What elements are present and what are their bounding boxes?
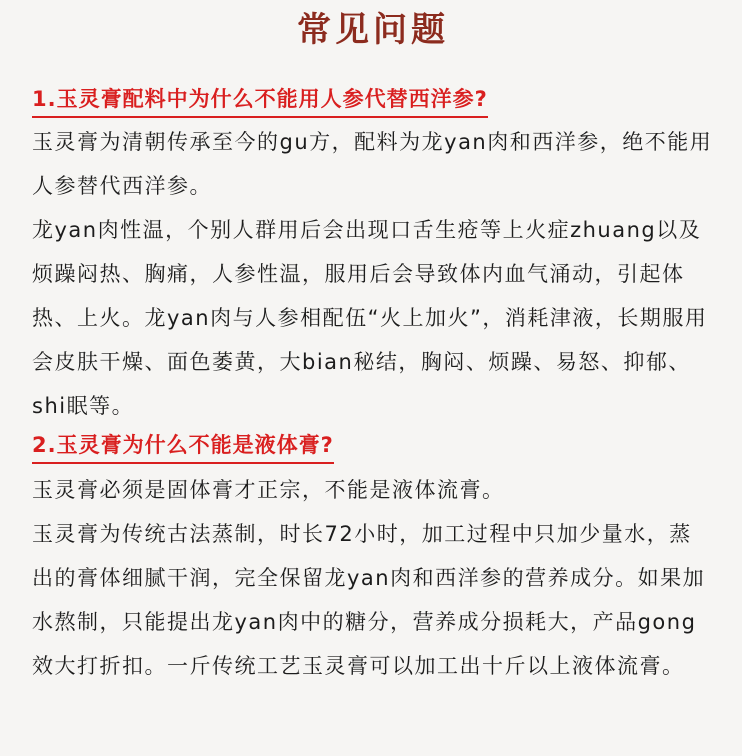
faq-section-2 [32,428,714,688]
faq-answer-2-paragraph-1: 玉灵膏必须是固体膏才正宗，不能是液体流膏。 [32,478,505,502]
faq-section-1 [32,64,714,428]
faq-question-2: 2.玉灵膏为什么不能是液体膏? [32,430,334,464]
faq-answer-1-paragraph-1: 玉灵膏为清朝传承至今的gu方，配料为龙yan肉和西洋参，绝不能用人参替代西洋参。 [32,130,713,198]
faq-question-1: 1.玉灵膏配料中为什么不能用人参代替西洋参? [32,84,488,118]
faq-answer-1-paragraph-2: 龙yan肉性温，个别人群用后会出现口舌生疮等上火症zhuang以及烦躁闷热、胸痛，人参性温，服用后会导致体内血气涌动，引起体热、上火。龙yan肉与人参相配伍“火上加火”，消耗津液，长期服用会皮肤干燥、面色萎黄，大bian秘结，胸闷、烦躁、易怒、抑郁、shi眠等。 [32,218,708,418]
faq-answer-2-paragraph-2: 玉灵膏为传统古法蒸制，时长72小时，加工过程中只加少量水，蒸出的膏体细腻干润，完全保留龙yan肉和西洋参的营养成分。如果加水熬制，只能提出龙yan肉中的糖分，营养成分损耗大，产品gong效大打折扣。一斤传统工艺玉灵膏可以加工出十斤以上液体流膏。 [32,522,706,678]
page-title: 常见问题 [297,10,449,50]
